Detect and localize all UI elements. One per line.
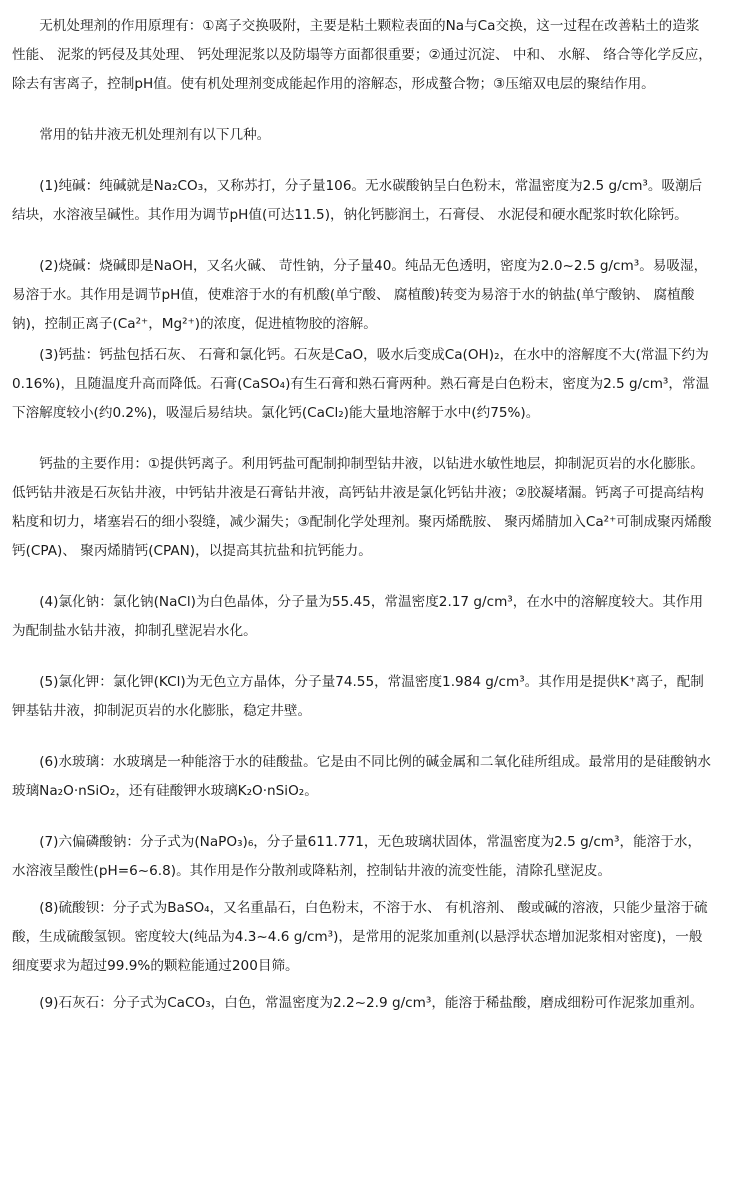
paragraph-caustic-soda: (2)烧碱：烧碱即是NaOH，又名火碱、 苛性钠，分子量40。纯品无色透明，密度为2.0~2.5 g/cm³。易吸湿，易溶于水。其作用是调节pH值，使难溶于水的有机酸(单宁酸、 腐植酸)转变为易溶于水的钠盐(单宁酸钠、 腐植酸钠)，控制正离子(Ca²⁺，Mg²⁺)的浓度，促进植物胶的溶解。 (12, 258, 708, 332)
paragraph-intro: 常用的钻井液无机处理剂有以下几种。 (39, 127, 271, 143)
paragraph-principles: 无机处理剂的作用原理有：①离子交换吸附，主要是粘土颗粒表面的Na与Ca交换，这一过程在改善粘土的造浆性能、 泥浆的钙侵及其处理、 钙处理泥浆以及防塌等方面都很重要；②通过沉淀、 中和、 水解、 络合等化学反应，除去有害离子，控制pH值。使有机处理剂变成能起作用的溶解态，形成螯合物；③压缩双电层的聚结作用。 (12, 18, 712, 92)
paragraph-potassium-chloride: (5)氯化钾：氯化钾(KCl)为无色立方晶体，分子量74.55，常温密度1.984 g/cm³。其作用是提供K⁺离子，配制钾基钻井液，抑制泥页岩的水化膨胀，稳定井壁。 (12, 674, 704, 719)
paragraph-barium-sulfate: (8)硫酸钡：分子式为BaSO₄，又名重晶石，白色粉末，不溶于水、 有机溶剂、 酸或碱的溶液，只能少量溶于硫酸，生成硫酸氢钡。密度较大(纯品为4.3~4.6 g/cm³)，是常用的泥浆加重剂(以悬浮状态增加泥浆相对密度)，一般细度要求为超过99.9%的颗粒能通过200目筛。 (12, 900, 708, 974)
paragraph-water-glass: (6)水玻璃：水玻璃是一种能溶于水的硅酸盐。它是由不同比例的碱金属和二氧化硅所组成。最常用的是硅酸钠水玻璃Na₂O·nSiO₂，还有硅酸钾水玻璃K₂O·nSiO₂。 (12, 754, 711, 799)
paragraph-calcium-salts: (3)钙盐：钙盐包括石灰、 石膏和氯化钙。石灰是CaO，吸水后变成Ca(OH)₂，在水中的溶解度不大(常温下约为0.16%)，且随温度升高而降低。石膏(CaSO₄)有生石膏和熟石膏两种。熟石膏是白色粉末，密度为2.5 g/cm³，常温下溶解度较小(约0.2%)，吸湿后易结块。氯化钙(CaCl₂)能大量地溶解于水中(约75%)。 (12, 347, 710, 421)
paragraph-sodium-hexametaphosphate: (7)六偏磷酸钠：分子式为(NaPO₃)₆，分子量611.771，无色玻璃状固体，常温密度为2.5 g/cm³，能溶于水，水溶液呈酸性(pH=6~6.8)。其作用是作分散剂或降粘剂，控制钻井液的流变性能，清除孔壁泥皮。 (12, 834, 702, 879)
paragraph-sodium-chloride: (4)氯化钠：氯化钠(NaCl)为白色晶体，分子量为55.45，常温密度2.17 g/cm³，在水中的溶解度较大。其作用为配制盐水钻井液，抑制孔壁泥岩水化。 (12, 594, 704, 639)
paragraph-calcium-functions: 钙盐的主要作用：①提供钙离子。利用钙盐可配制抑制型钻井液，以钻进水敏性地层，抑制泥页岩的水化膨胀。低钙钻井液是石灰钻井液，中钙钻井液是石膏钻井液，高钙钻井液是氯化钙钻井液；②胶凝堵漏。钙离子可提高结构粘度和切力，堵塞岩石的细小裂缝，减少漏失；③配制化学处理剂。聚丙烯酰胺、 聚丙烯腈加入Ca²⁺可制成聚丙烯酸钙(CPA)、 聚丙烯腈钙(CPAN)，以提高其抗盐和抗钙能力。 (12, 456, 712, 559)
paragraph-limestone: (9)石灰石：分子式为CaCO₃，白色，常温密度为2.2~2.9 g/cm³，能溶于稀盐酸，磨成细粉可作泥浆加重剂。 (39, 995, 704, 1011)
paragraph-soda-ash: (1)纯碱：纯碱就是Na₂CO₃，又称苏打，分子量106。无水碳酸钠呈白色粉末，常温密度为2.5 g/cm³。吸潮后结块，水溶液呈碱性。其作用为调节pH值(可达11.5)，钠化钙膨润土，石膏侵、 水泥侵和硬水配浆时软化除钙。 (12, 178, 703, 223)
